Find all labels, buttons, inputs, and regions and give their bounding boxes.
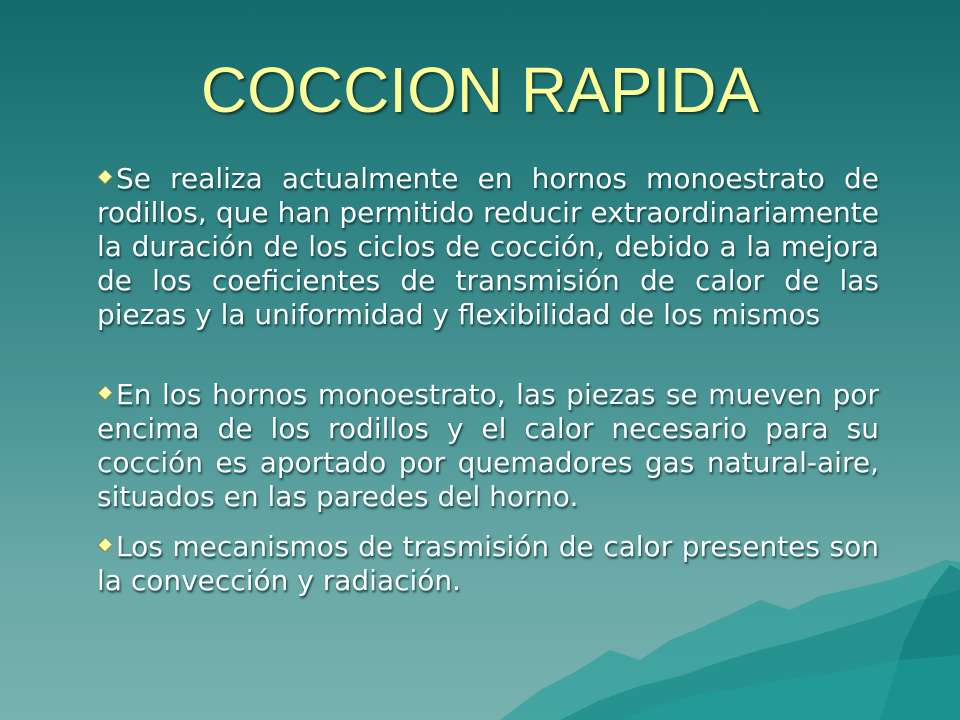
- slide-title: COCCION RAPIDA: [200, 54, 760, 126]
- bullet-paragraph-1: [97, 162, 879, 332]
- slide-body: [97, 162, 879, 598]
- diamond-bullet-icon: [97, 537, 113, 553]
- bullet-paragraph-2: [97, 378, 879, 514]
- diamond-bullet-icon: [97, 385, 113, 401]
- bullet-text-3: Los mecanismos de trasmisión de calor presentes son la convección y radiación.: [97, 530, 879, 597]
- diamond-bullet-icon: [97, 169, 113, 185]
- bullet-text-1: Se realiza actualmente en hornos monoestrato de rodillos, que han permitido reducir extraordinariamente la duración de los ciclos de cocción, debido a la mejora de los coeficientes de transmisión de calor de las piezas y la uniformidad y flexibilidad de los mismos: [97, 162, 879, 331]
- bullet-paragraph-3: [97, 530, 879, 598]
- bullet-text-2: En los hornos monoestrato, las piezas se mueven por encima de los rodillos y el calor necesario para su cocción es aportado por quemadores gas natural-aire, situados en las paredes del horno.: [97, 378, 879, 513]
